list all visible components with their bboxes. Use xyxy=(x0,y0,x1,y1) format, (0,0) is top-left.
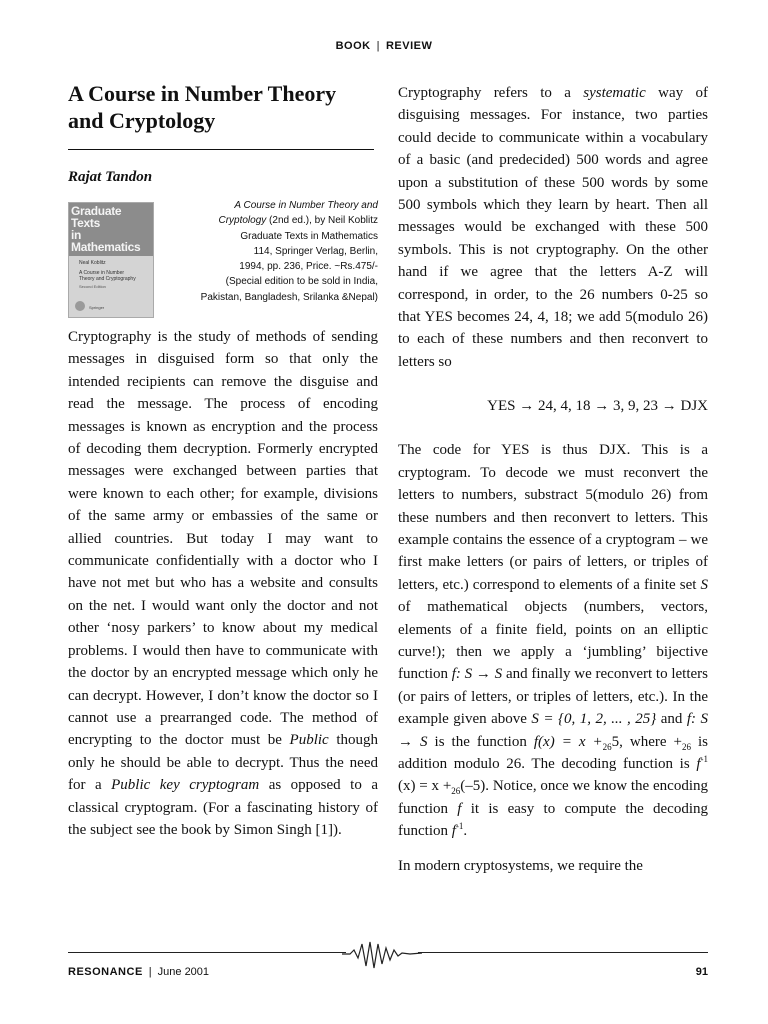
footer-journal xyxy=(68,966,209,978)
book-cover-image xyxy=(68,202,154,318)
book-title-italic: A Course in Number Theory and xyxy=(234,200,378,211)
book-title-italic-2: Cryptology xyxy=(218,215,267,227)
springer-logo-icon xyxy=(75,301,85,311)
right-paragraph-3: In modern cryptosystems, we require the xyxy=(398,857,643,874)
header-section: BOOK xyxy=(335,40,371,52)
book-edition-author: (2nd ed.), by Neil Koblitz xyxy=(266,215,378,227)
book-pages-price: 1994, pp. 236, Price. ~Rs.475/- xyxy=(239,261,378,273)
cover-publisher: Springer xyxy=(89,305,105,310)
book-countries: Pakistan, Bangladesh, Srilanka &Nepal) xyxy=(200,291,378,303)
left-column xyxy=(68,80,378,841)
encoding-example-formula: YES → 24, 4, 18 → 3, 9, 23 → DJX xyxy=(487,398,708,415)
page-header xyxy=(0,40,768,52)
right-paragraph-1: Cryptography refers to a systematic way of disguising messages. For instance, two parties could decide to communicate within a vocabulary of a basic (and predecided) 500 words and agree upon a substitution of these 500 words by some 500 symbols which they learn by heart. Then all messages would be exchanged with these 500 symbols. This is not cryptography. On the other hand if we agree that the letters A-Z will correspond, in order, to the 26 numbers 0-25 so that YES becomes 24, 4, 18; we add 5(modulo 26) to each of these numbers and then reconvert to letters so xyxy=(398,85,708,370)
page-number: 91 xyxy=(695,966,708,978)
title-line-2: and Cryptology xyxy=(68,108,216,133)
cover-edition: Second Edition xyxy=(79,284,106,289)
book-special-edition: (Special edition to be sold in India, xyxy=(225,276,378,288)
footer-date: June 2001 xyxy=(157,966,210,978)
book-details xyxy=(68,198,378,320)
book-series: Graduate Texts in Mathematics xyxy=(240,230,378,242)
article-title xyxy=(68,80,378,134)
title-divider xyxy=(68,149,374,150)
footer-rule-left xyxy=(68,952,346,953)
cover-author: Neal Koblitz xyxy=(79,260,106,266)
article-author: Rajat Tandon xyxy=(68,169,153,185)
footer-journal-name: RESONANCE xyxy=(68,966,143,978)
footer-rule-right xyxy=(418,952,708,953)
footer-separator: | xyxy=(148,966,152,978)
title-line-1: A Course in Number Theory xyxy=(68,81,337,106)
resonance-wave-icon xyxy=(342,940,422,970)
right-column xyxy=(398,82,708,877)
header-separator: | xyxy=(376,40,380,52)
right-paragraph-2: The code for YES is thus DJX. This is a cryptogram. To decode we must reconvert the letters to numbers, substract 5(modulo 26) from these numbers and then reconvert to letters. This example contains the essence of a cryptogram – we first make letters (or pairs of letters, or triples of letters, etc.) correspond to elements of a finite set S of mathematical objects (numbers, vectors, elements of a finite field, points on an elliptic curve!); then we apply a ‘jumbling’ bijective function f: S → S and finally we reconvert to letters (or pairs of letters, or triples of letters, etc.). In the example given above S = {0, 1, 2, ... , 25} and f: S → S is the function $f(x) = x +_{26}5$, where $+_{26}$ is addition modulo 26. The decoding function is $f^{-1}$ $(x) = x +_{26}(-5)$. Notice, once we know the encoding function f it is easy to compute the decoding function $f^{-1}$. xyxy=(398,442,709,840)
book-publisher: 114, Springer Verlag, Berlin, xyxy=(253,245,378,257)
cover-series: Graduate Texts in Mathematics xyxy=(69,203,153,256)
cover-title: A Course in Number Theory and Cryptography xyxy=(79,270,136,282)
left-paragraph: Cryptography is the study of methods of sending messages in disguised form so that only the intended recipients can remove the disguise and read the message. The process of encoding messages is known as encryption and the process of decoding them decryption. Formerly encrypted messages were exchanged between parties that were known to each other; for example, divisions of the same army or embassies of the same or allied countries. But today I may want to communicate confidentially with a doctor who I have not met but who has a website and consults on the net. I would want only the doctor and not other ‘nosy parkers’ to know about my medical problems. I would then have to communicate with the doctor by an encrypted message which only he can decrypt. However, I don’t know the doctor so I cannot use a prearranged code. The method of encrypting to the doctor must be Public though only he should be able to decrypt. Thus the need for a Public key cryptogram as opposed to a classical cryptogram. (For a fascinating history of the subject see the book by Simon Singh [1]). xyxy=(68,329,378,838)
book-citation xyxy=(164,198,378,305)
header-type: REVIEW xyxy=(385,40,433,52)
